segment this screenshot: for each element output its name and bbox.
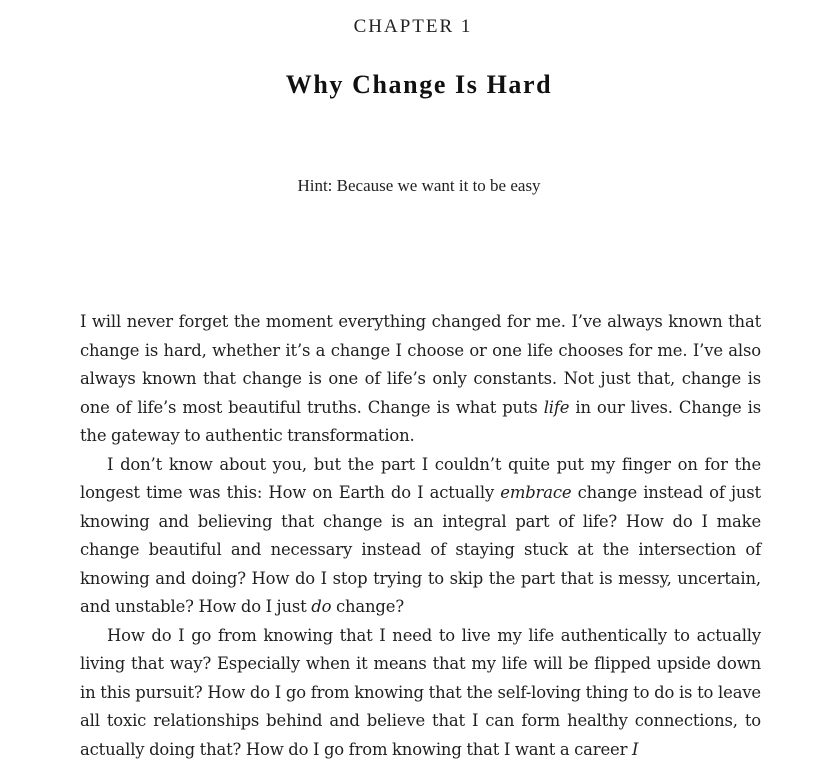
chapter-subtitle: Hint: Because we want it to be easy — [0, 176, 826, 196]
emphasis-embrace: embrace — [500, 483, 571, 502]
emphasis-i: I — [632, 740, 638, 759]
paragraph-text: in our lives. Change is the gateway to authentic transformation. — [80, 398, 761, 446]
paragraph-text: change? — [331, 597, 404, 616]
chapter-title: Why Change Is Hard — [0, 70, 826, 100]
emphasis-life: life — [544, 398, 570, 417]
chapter-body — [80, 308, 761, 764]
paragraph-3 — [80, 622, 761, 764]
paragraph-text: change instead of just knowing and believing that change is an integral part of life? How do I make change beautiful and necessary instead of staying stuck at the intersection of knowing and doing? How do I stop trying to skip the part that is messy, uncertain, and unstable? How do I just — [80, 483, 761, 616]
paragraph-2 — [80, 451, 761, 622]
paragraph-text: How do I go from knowing that I need to live my life authentically to actually living that way? Especially when it means that my life will be flipped upside down in this pursuit? How do I go from knowing that the self-loving thing to do is to leave all toxic relationships behind and believe that I can form healthy connections, to actually doing that? How do I go from knowing that I want a career — [80, 626, 761, 759]
emphasis-do: do — [311, 597, 331, 616]
paragraph-1 — [80, 308, 761, 451]
paragraph-text: I don’t know about you, but the part I couldn’t quite put my finger on for the longest time was this: How on Earth do I actually — [80, 455, 761, 503]
paragraph-text: I will never forget the moment everything changed for me. I’ve always known that change is hard, whether it’s a change I choose or one life chooses for me. I’ve also always known that change is one of life’s only constants. Not just that, change is one of life’s most beautiful truths. Change is what puts — [80, 312, 761, 417]
chapter-label: CHAPTER 1 — [0, 16, 826, 38]
